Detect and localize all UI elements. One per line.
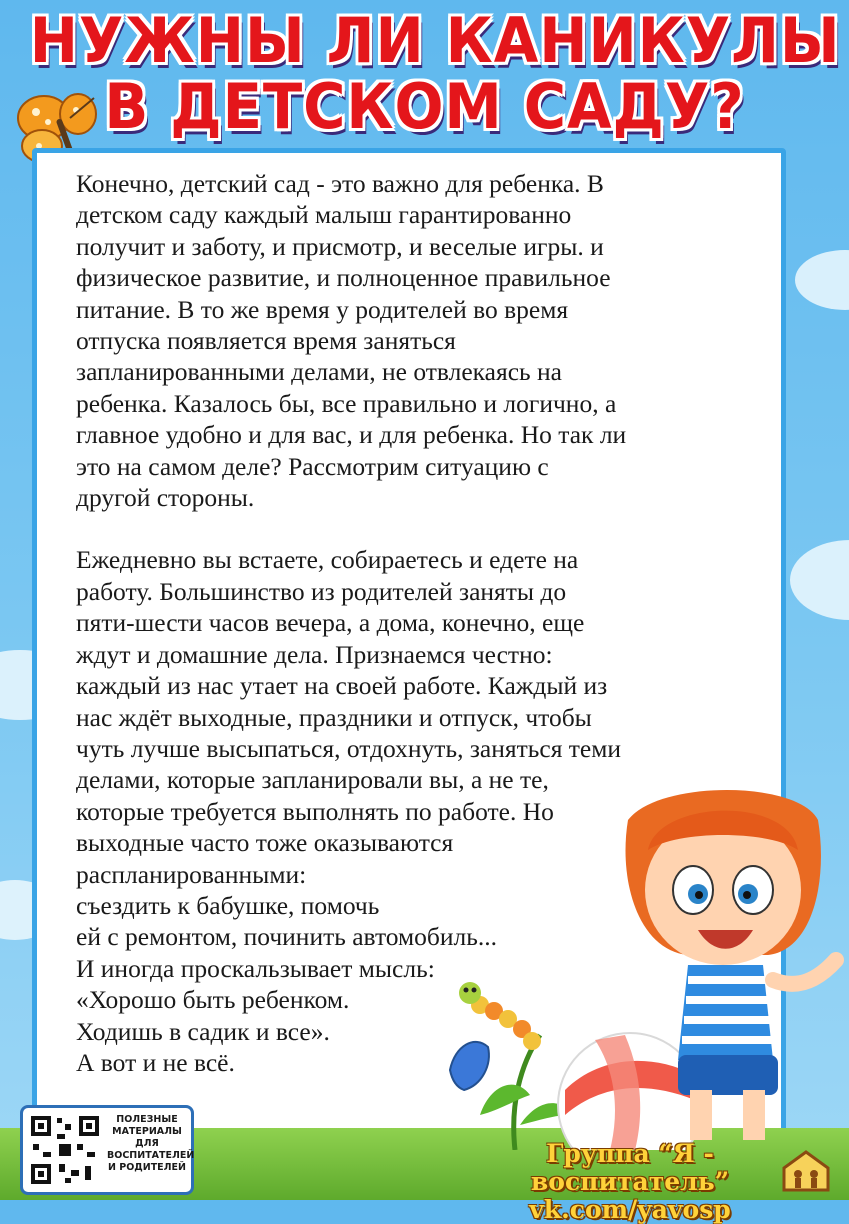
title-line-1: НУЖНЫ ЛИ КАНИКУЛЫ bbox=[29, 4, 841, 77]
group-logo-icon bbox=[780, 1148, 832, 1192]
qr-label: ПОЛЕЗНЫЕ МАТЕРИАЛЫ ДЛЯ ВОСПИТАТЕЛЕЙ И РОДИТЕЛЕЙ bbox=[107, 1114, 195, 1173]
bluebell-flower-icon bbox=[420, 975, 570, 1150]
cloud-decoration bbox=[790, 540, 849, 620]
title-line-2: В ДЕТСКОМ САДУ? bbox=[104, 70, 745, 143]
cloud-decoration bbox=[795, 250, 849, 310]
paragraph-1: Конечно, детский сад - это важно для ребенка. В детском саду каждый малыш гарантированно получит и заботу, и присмотр, и веселые игры. и физическое развитие, и полноценное правильное питание. В то же время у родителей во время отпуска появляется время заняться запланированными делами, не отвлекаясь на ребенка. Казалось бы, все правильно и логично, а главное удобно и для вас, и для ребенка. Но так ли это на самом деле? Рассмотрим ситуацию с другой стороны. bbox=[76, 169, 627, 513]
caterpillar-icon bbox=[459, 982, 541, 1050]
qr-info-box bbox=[20, 1105, 194, 1195]
paragraph-2: Ежедневно вы встаете, собираетесь и едете на работу. Большинство из родителей заняты до пяти-шести часов вечера, а дома, конечно, еще ждут и домашние дела. Признаемся честно: каждый из нас утает на своей работе. Каждый из нас ждёт выходные, праздники и отпуск, чтобы чуть лучше высыпаться, отдохнуть, заняться теми делами, которые запланировали вы, а не те, которые требуется выполнять по работе. Но выходные часто тоже оказываются распланированными: съездить к бабушке, помочь ей с ремонтом, починить автомобиль... И иногда проскальзывает мысль: «Хорошо быть ребенком. Ходишь в садик и все». А вот и не всё. bbox=[76, 545, 622, 1077]
group-caption[interactable] bbox=[470, 1140, 790, 1224]
qr-code-icon[interactable] bbox=[29, 1114, 101, 1186]
page-title bbox=[29, 4, 841, 143]
group-link[interactable]: vk.com/yavosp bbox=[529, 1195, 731, 1224]
group-name: Группа “Я - воспитатель” bbox=[530, 1139, 730, 1196]
girl-illustration bbox=[598, 780, 849, 1140]
